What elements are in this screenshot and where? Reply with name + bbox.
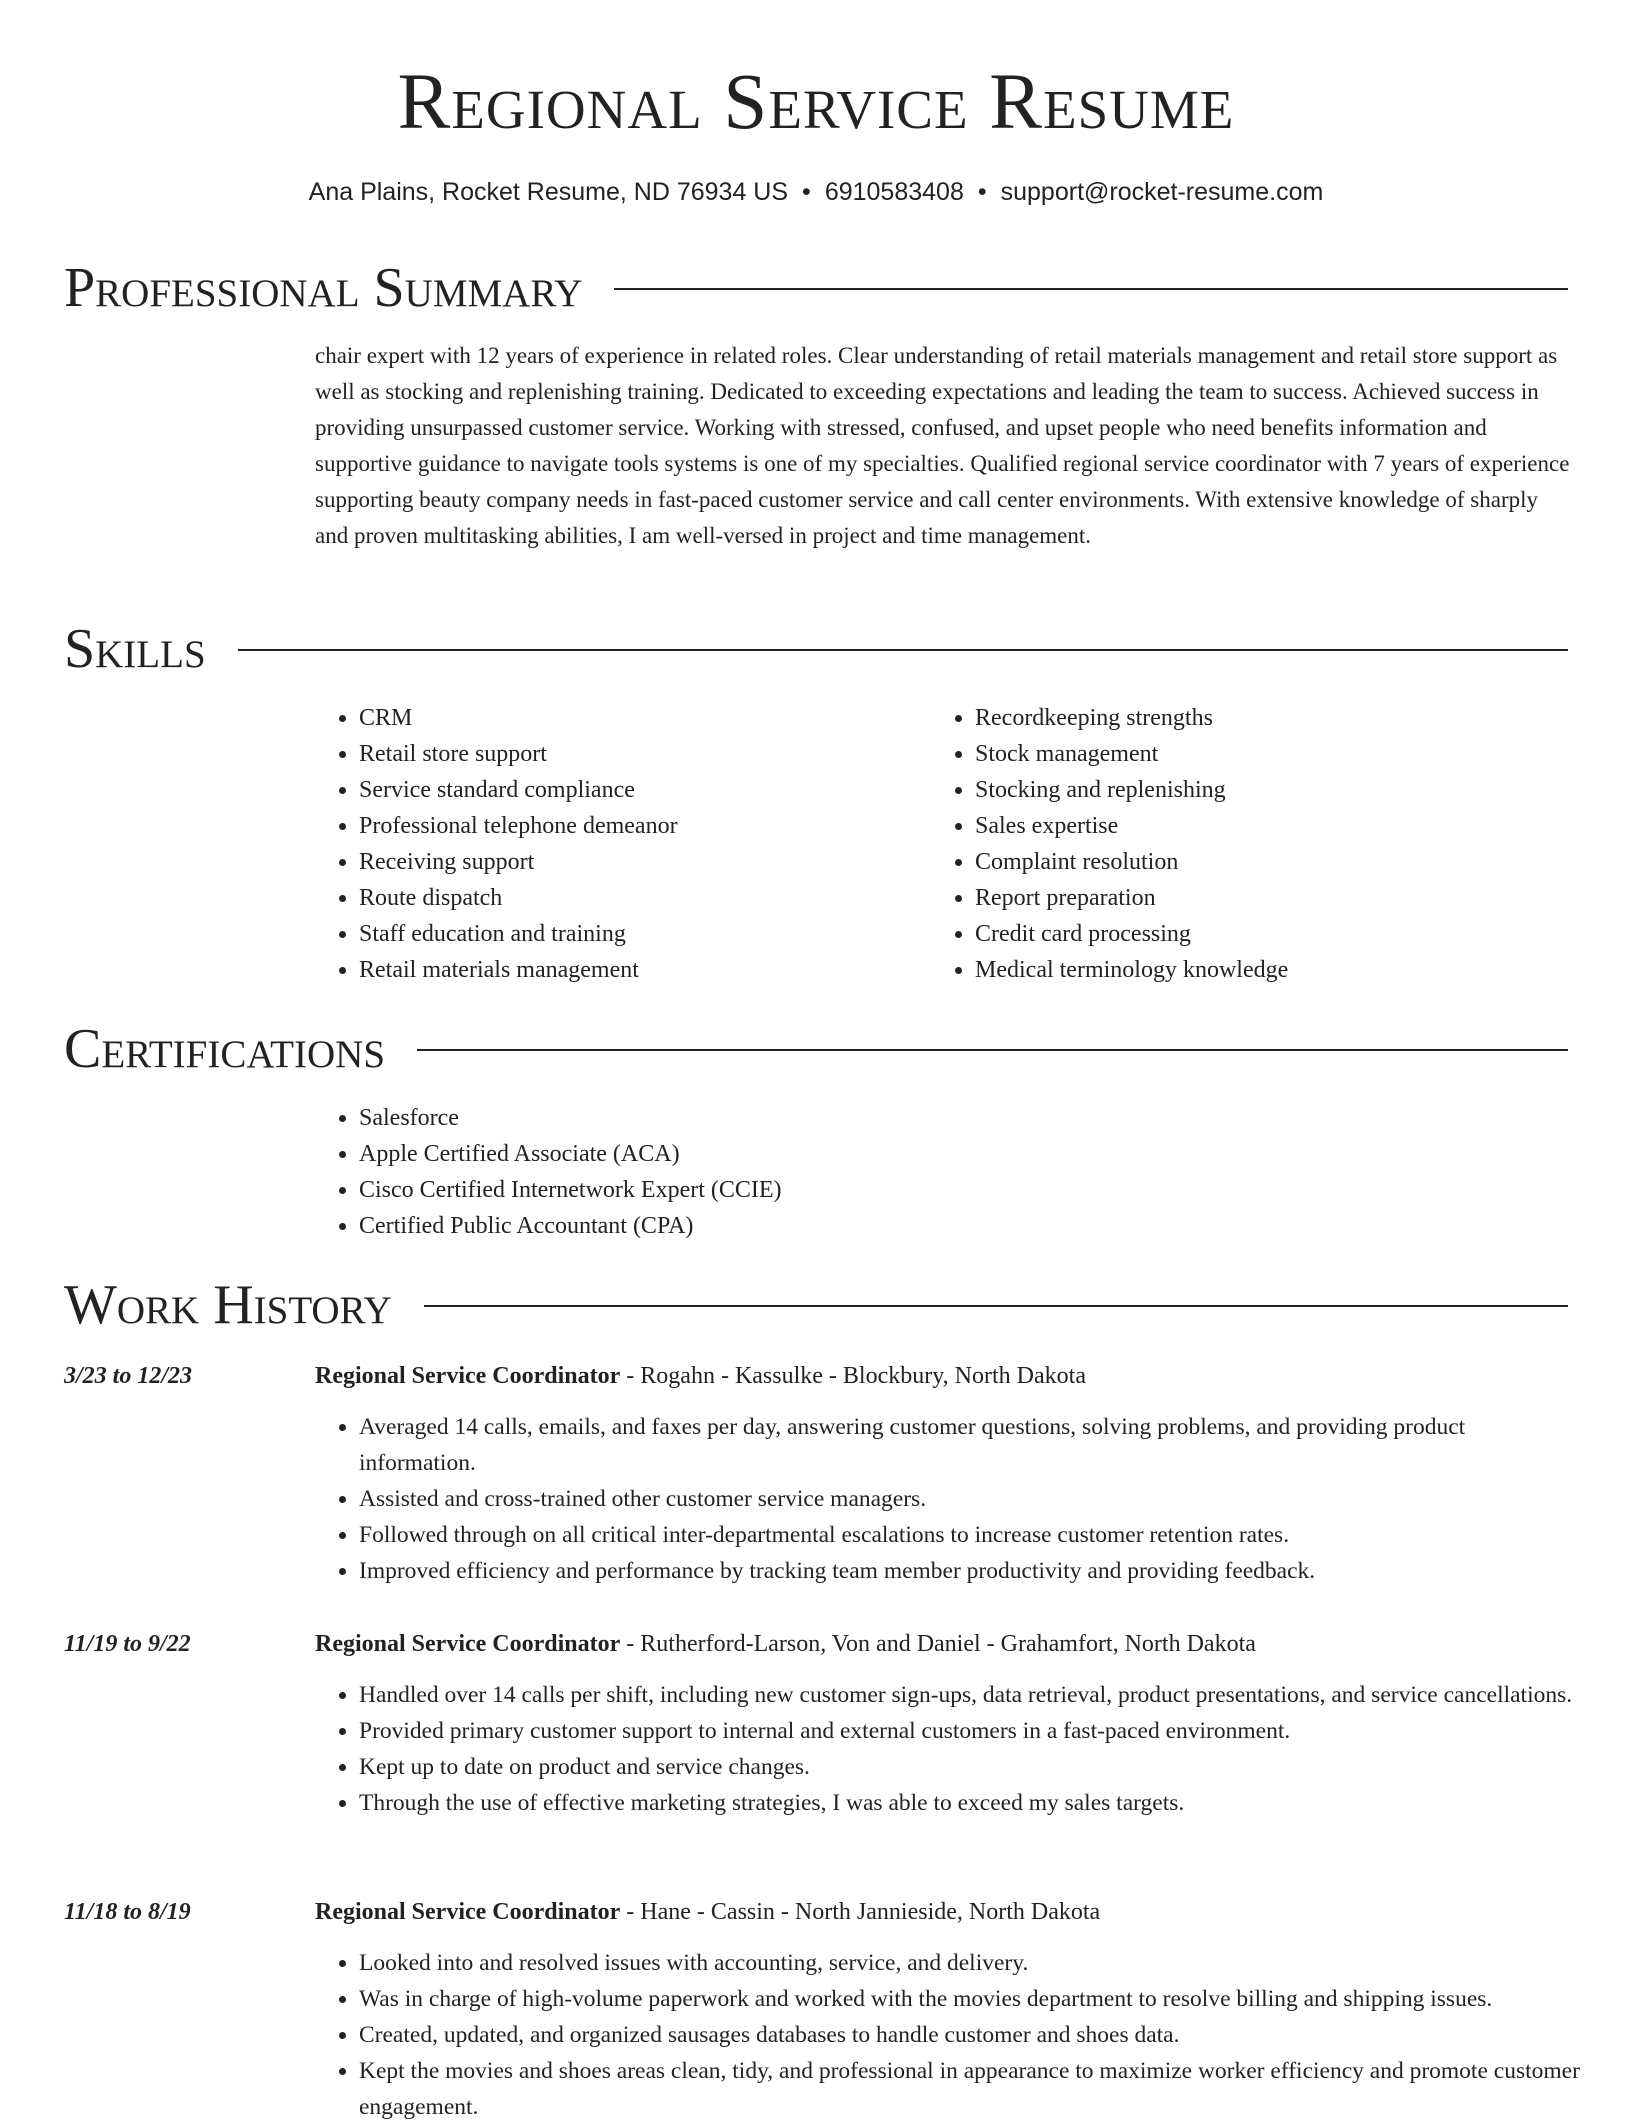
skill-item: • Sales expertise <box>975 808 1531 844</box>
job-bullet: • Was in charge of high-volume paperwork and worked with the movies department to resolve billing and shipping issues. <box>359 1981 1585 2017</box>
job-bullets <box>315 1677 1585 1821</box>
job-bullets <box>315 1945 1585 2125</box>
job-title: Regional Service Coordinator <box>315 1899 621 1925</box>
certification-item: • Apple Certified Associate (ACA) <box>359 1136 1315 1172</box>
job-bullet: • Kept up to date on product and service changes. <box>359 1749 1585 1785</box>
certification-item: • Salesforce <box>359 1100 1315 1136</box>
skills-column-right <box>931 700 1531 988</box>
skill-item: • Retail materials management <box>359 952 915 988</box>
contact-line <box>0 174 1632 210</box>
job-bullet: • Created, updated, and organized sausages databases to handle customer and shoes data. <box>359 2017 1585 2053</box>
skill-item: • Retail store support <box>359 736 915 772</box>
page-title: Regional Service Resume <box>397 59 1235 146</box>
skill-item: • Service standard compliance <box>359 772 915 808</box>
skill-item: • Credit card processing <box>975 916 1531 952</box>
certifications-section-header <box>64 1017 1568 1081</box>
job-bullet: • Assisted and cross-trained other customer service managers. <box>359 1481 1585 1517</box>
contact-separator: • <box>977 178 987 206</box>
job-heading <box>315 1358 1575 1394</box>
job-bullet: • Averaged 14 calls, emails, and faxes per day, answering customer questions, solving problems, and providing product information. <box>359 1409 1585 1481</box>
skill-item: • CRM <box>359 700 915 736</box>
summary-text: chair expert with 12 years of experience in related roles. Clear understanding of retail materials management and retail store support as well as stocking and replenishing training. Dedicated to exceeding expectations and leading the team to success. Achieved success in providing unsurpassed customer service. Working with stressed, confused, and upset people who need benefits information and supportive guidance to navigate tools systems is one of my specialties. Qualified regional service coordinator with 7 years of experience supporting beauty company needs in fast-paced customer service and call center environments. With extensive knowledge of sharply and proven multitasking abilities, I am well-versed in project and time management. <box>315 343 1570 548</box>
skill-item: • Receiving support <box>359 844 915 880</box>
skill-item: • Report preparation <box>975 880 1531 916</box>
certification-item: • Cisco Certified Internetwork Expert (CCIE) <box>359 1172 1315 1208</box>
contact-email: support@rocket-resume.com <box>1000 178 1324 206</box>
summary-section-header <box>64 256 1568 320</box>
job-dates: 11/18 to 8/19 <box>64 1899 191 1925</box>
section-divider <box>417 1049 1568 1051</box>
job-bullet: • Handled over 14 calls per shift, including new customer sign-ups, data retrieval, product presentations, and service cancellations. <box>359 1677 1585 1713</box>
job-bullet: • Looked into and resolved issues with accounting, service, and delivery. <box>359 1945 1585 1981</box>
section-divider <box>614 288 1568 290</box>
skill-item: • Stocking and replenishing <box>975 772 1531 808</box>
certifications-heading: Certifications <box>64 1018 386 1080</box>
skill-item: • Medical terminology knowledge <box>975 952 1531 988</box>
work-history-heading: Work History <box>64 1274 392 1336</box>
summary-heading: Professional Summary <box>64 257 583 319</box>
skill-item: • Complaint resolution <box>975 844 1531 880</box>
section-divider <box>424 1305 1568 1307</box>
job-bullets <box>315 1409 1585 1589</box>
job-dates: 3/23 to 12/23 <box>64 1363 193 1389</box>
job-bullet: • Improved efficiency and performance by tracking team member productivity and providing feedback. <box>359 1553 1585 1589</box>
certification-item: • Certified Public Accountant (CPA) <box>359 1208 1315 1244</box>
skills-list-left <box>315 700 915 988</box>
section-divider <box>238 649 1568 651</box>
contact-phone: 6910583408 <box>824 178 964 206</box>
skills-heading: Skills <box>64 618 206 680</box>
contact-separator: • <box>802 178 811 206</box>
job-employer: - Rutherford-Larson, Von and Daniel - Grahamfort, North Dakota <box>620 1631 1256 1657</box>
job-dates: 11/19 to 9/22 <box>64 1631 191 1657</box>
contact-address: Ana Plains, Rocket Resume, ND 76934 US <box>308 178 789 206</box>
job-heading <box>315 1626 1575 1662</box>
skill-item: • Staff education and training <box>359 916 915 952</box>
job-bullet: • Kept the movies and shoes areas clean, tidy, and professional in appearance to maximize worker efficiency and promote customer engagement. <box>359 2053 1585 2125</box>
skills-column-left <box>315 700 915 988</box>
job-employer: - Hane - Cassin - North Jannieside, North Dakota <box>620 1899 1101 1925</box>
job-employer: - Rogahn - Kassulke - Blockbury, North Dakota <box>620 1363 1086 1389</box>
certifications-list <box>315 1100 1315 1244</box>
skills-section-header <box>64 617 1568 681</box>
job-title: Regional Service Coordinator <box>315 1363 621 1389</box>
job-bullet: • Provided primary customer support to internal and external customers in a fast-paced environment. <box>359 1713 1585 1749</box>
skill-item: • Route dispatch <box>359 880 915 916</box>
skills-list-right <box>931 700 1531 988</box>
skill-item: • Recordkeeping strengths <box>975 700 1531 736</box>
skill-item: • Stock management <box>975 736 1531 772</box>
job-heading <box>315 1894 1575 1930</box>
job-title: Regional Service Coordinator <box>315 1631 621 1657</box>
skill-item: • Professional telephone demeanor <box>359 808 915 844</box>
job-bullet: • Followed through on all critical inter-departmental escalations to increase customer retention rates. <box>359 1517 1585 1553</box>
job-bullet: • Through the use of effective marketing strategies, I was able to exceed my sales targets. <box>359 1785 1585 1821</box>
work-history-section-header <box>64 1273 1568 1337</box>
